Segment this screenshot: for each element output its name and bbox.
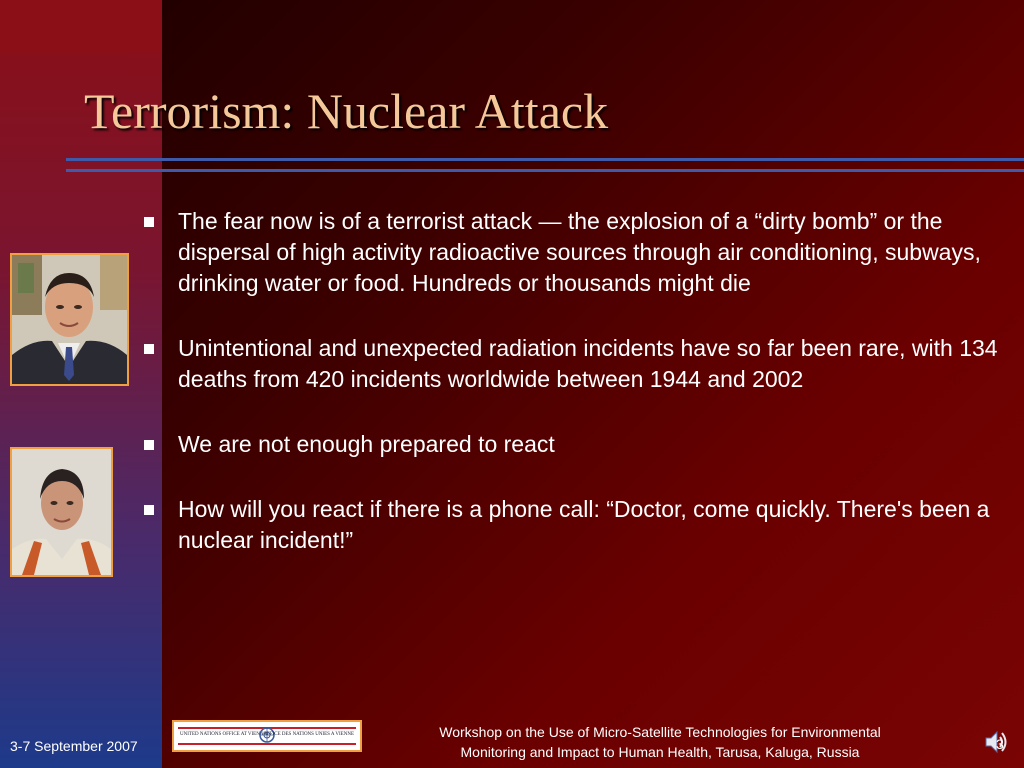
portrait-man-image bbox=[12, 255, 127, 384]
un-vienna-logo-banner bbox=[172, 720, 362, 752]
bullet-text: The fear now is of a terrorist attack — the explosion of a “dirty bomb” or the dispersal of high activity radioactive sources through air conditioning, subways, drinking water or food. Hundreds or thousands might die bbox=[178, 208, 981, 296]
bullet-text: How will you react if there is a phone call: “Doctor, come quickly. There's been a nuclear incident!” bbox=[178, 496, 990, 553]
left-band-top bbox=[0, 0, 162, 52]
square-bullet-icon bbox=[144, 217, 154, 227]
footer-workshop bbox=[372, 722, 948, 762]
workshop-line-2: Monitoring and Impact to Human Health, Tarusa, Kaluga, Russia bbox=[460, 744, 860, 760]
portrait-photo-woman bbox=[10, 447, 113, 577]
footer-date: 3-7 September 2007 bbox=[10, 738, 138, 754]
bullet-text: We are not enough prepared to react bbox=[178, 431, 555, 457]
bullet-item bbox=[140, 429, 1000, 460]
bullet-item bbox=[140, 206, 1000, 299]
workshop-line-1: Workshop on the Use of Micro-Satellite Technologies for Environmental bbox=[439, 724, 881, 740]
square-bullet-icon bbox=[144, 440, 154, 450]
title-rule-top bbox=[66, 158, 1024, 161]
bullet-item bbox=[140, 333, 1000, 395]
logo-text-left: UNITED NATIONS OFFICE AT VIENNA bbox=[180, 732, 268, 737]
square-bullet-icon bbox=[144, 505, 154, 515]
bullet-item bbox=[140, 494, 1000, 556]
logo-text-right: OFFICE DES NATIONS UNIES A VIENNE bbox=[263, 732, 354, 737]
title-rule-bottom bbox=[66, 169, 1024, 172]
slide-number: 3 bbox=[996, 736, 1004, 752]
portrait-woman-image bbox=[12, 449, 111, 575]
bullet-text: Unintentional and unexpected radiation incidents have so far been rare, with 134 deaths from 420 incidents worldwide between 1944 and 2002 bbox=[178, 335, 998, 392]
square-bullet-icon bbox=[144, 344, 154, 354]
portrait-photo-man bbox=[10, 253, 129, 386]
bullet-list bbox=[140, 206, 1000, 590]
slide-title: Terrorism: Nuclear Attack bbox=[84, 83, 609, 139]
